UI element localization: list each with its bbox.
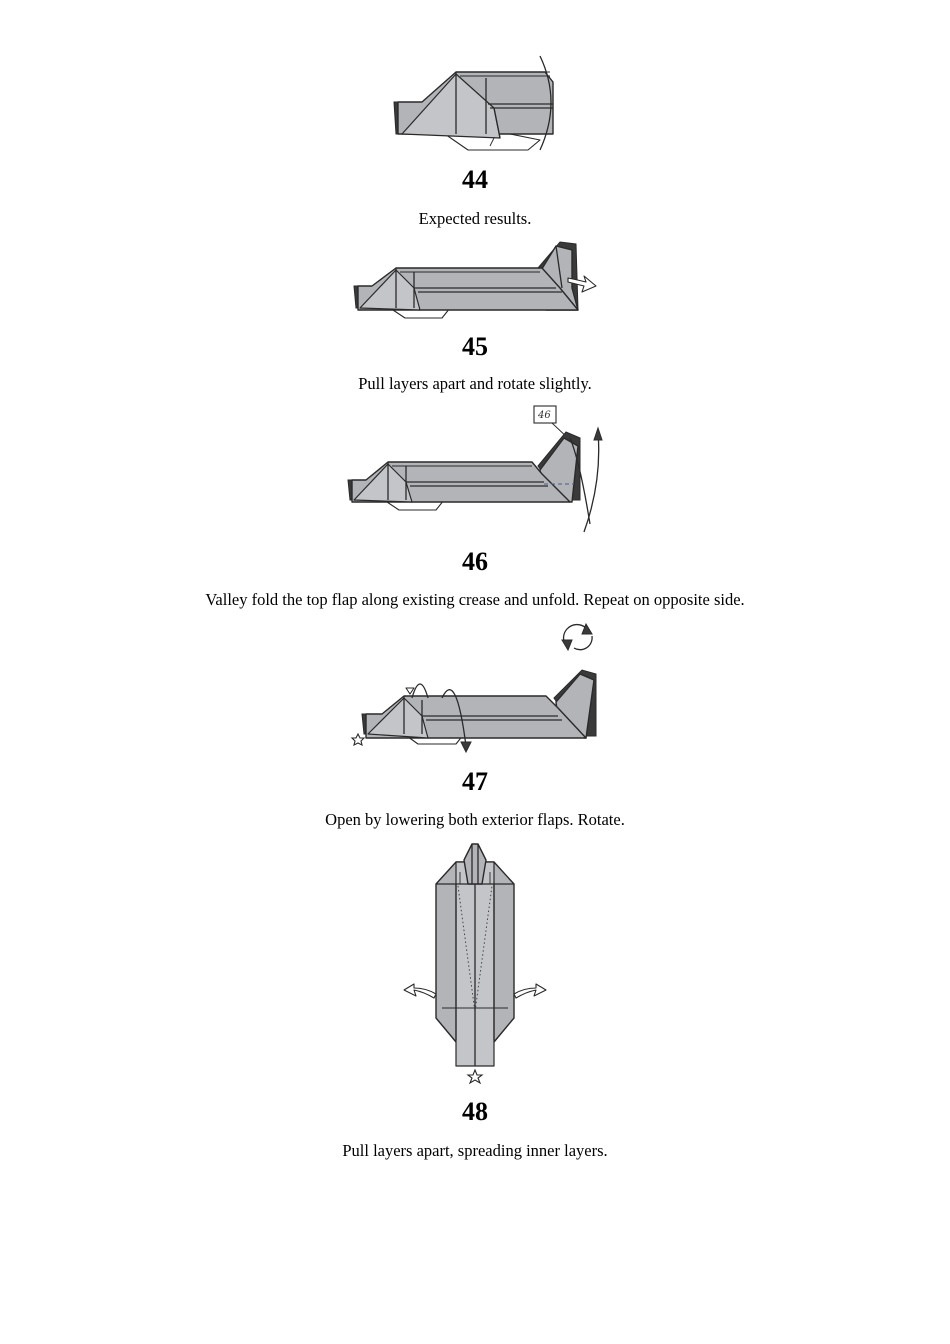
step-45-diagram xyxy=(350,238,602,320)
step-number: 45 xyxy=(462,332,488,361)
star-icon xyxy=(352,734,364,745)
step-46-diagram xyxy=(344,402,610,536)
step-47-diagram xyxy=(346,618,606,758)
star-icon xyxy=(468,1070,482,1083)
step-number: 46 xyxy=(462,547,488,576)
step-caption: Open by lowering both exterior flaps. Rotate. xyxy=(325,810,625,829)
arrow-icon xyxy=(461,742,471,752)
step-44-diagram xyxy=(390,52,560,154)
step-number: 47 xyxy=(462,767,488,796)
arrow-icon xyxy=(404,984,436,998)
step-number: 44 xyxy=(462,165,488,194)
step-caption: Pull layers apart and rotate slightly. xyxy=(358,374,592,393)
step-caption: Expected results. xyxy=(418,209,532,228)
reference-label: 46 xyxy=(538,410,551,421)
step-48-diagram xyxy=(402,840,548,1088)
step-caption: Pull layers apart, spreading inner layers. xyxy=(342,1141,608,1160)
rotate-icon xyxy=(562,624,592,650)
arrow-icon xyxy=(594,428,602,440)
arrow-icon xyxy=(514,984,546,998)
step-number: 48 xyxy=(462,1097,488,1126)
step-caption: Valley fold the top flap along existing crease and unfold. Repeat on opposite side. xyxy=(205,590,745,609)
